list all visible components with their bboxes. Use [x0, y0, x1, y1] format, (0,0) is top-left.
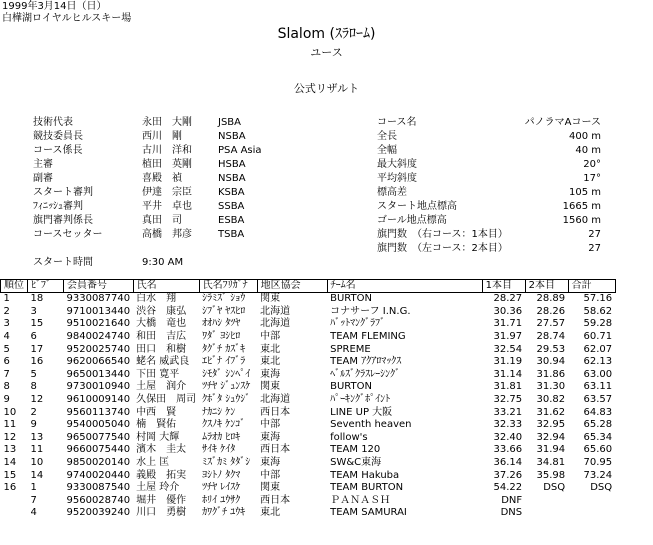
cell-run2: 32.95 [536, 419, 566, 431]
official-name: 西川 剛 [142, 131, 182, 142]
cell-team: TEAM BURTON [330, 482, 404, 494]
cell-member-number: 9840024740 [66, 331, 131, 343]
table-row [1, 495, 616, 508]
cell-rank: 5 [3, 343, 10, 355]
cell-region: 東海 [260, 368, 281, 380]
column-header-bib: ﾋﾞﾌﾞ [28, 280, 64, 293]
cell-run1: DNF [501, 494, 523, 506]
official-org: JSBA [218, 117, 241, 128]
cell-member-number: 9730010940 [66, 381, 131, 393]
cell-run2: 31.30 [536, 381, 566, 393]
cell-region: 東海 [260, 457, 281, 469]
cell-total: 62.07 [583, 343, 613, 355]
cell-rank [1, 507, 28, 520]
official-name: 喜殿 禎 [142, 173, 182, 184]
course-value: 20° [583, 159, 601, 170]
cell-rank: 1 [3, 293, 10, 305]
cell-team: TEAM Hakuba [330, 469, 400, 481]
cell-team: SW&C東海 [330, 457, 382, 469]
cell-region: 北海道 [260, 305, 291, 317]
cell-rank: 14 [3, 457, 17, 469]
cell-name: 水上 匡 [136, 457, 170, 469]
results-header-row [1, 280, 616, 293]
cell-bib: 17 [30, 343, 44, 355]
cell-bib: 13 [30, 431, 44, 443]
cell-team: TEAM SAMURAI [330, 507, 407, 519]
cell-total [568, 507, 615, 520]
official-name: 植田 英剛 [142, 159, 192, 170]
official-role: 競技委員長 [33, 131, 83, 142]
course-label: 全幅 [377, 145, 397, 156]
course-value: 27 [588, 243, 601, 254]
course-label: 最大斜度 [377, 159, 417, 170]
cell-total: 57.16 [583, 293, 613, 305]
course-label: 標高差 [377, 187, 407, 198]
table-row [1, 482, 616, 495]
venue-name: 白樺湖ロイヤルヒルスキー場 [2, 13, 132, 24]
column-header-region: 地区協会 [257, 280, 327, 293]
cell-team: コナサーフ I.N.G. [330, 305, 411, 317]
cell-total: 58.62 [583, 305, 613, 317]
cell-member-number: 9660075440 [66, 444, 131, 456]
cell-bib: 6 [30, 331, 37, 343]
cell-run2: 31.94 [536, 444, 566, 456]
table-row [1, 381, 616, 394]
table-row [1, 331, 616, 344]
official-name: 古川 洋和 [142, 145, 192, 156]
cell-team: TEAM ｱｸｱﾛﾏｯｸｽ [330, 356, 402, 368]
course-value: 1560 m [562, 215, 601, 226]
results-heading: 公式リザルト [293, 82, 360, 95]
course-value: 400 m [568, 131, 601, 142]
event-date: 1999年3月14日（日） [2, 1, 107, 12]
cell-region: 中部 [260, 331, 281, 343]
table-row [1, 356, 616, 369]
cell-rank: 7 [3, 368, 10, 380]
cell-total: 65.60 [583, 444, 613, 456]
cell-name-kana: ｼﾓﾀﾞ ｼﾝﾍﾟｲ [202, 368, 251, 380]
cell-bib: 11 [30, 444, 44, 456]
course-value: パノラマAコース [524, 117, 601, 128]
cell-member-number: 9710013440 [66, 305, 131, 317]
cell-name-kana: ﾜﾀﾞ ﾖｼﾋﾛ [202, 331, 241, 343]
cell-region: 東北 [260, 343, 281, 355]
results-table [0, 279, 616, 520]
cell-total: 62.13 [583, 356, 613, 368]
cell-name: 川口 勇樹 [136, 507, 187, 519]
cell-bib: 5 [30, 368, 37, 380]
cell-region: 西日本 [260, 406, 291, 418]
table-row [1, 406, 616, 419]
official-name: 伊達 宗臣 [142, 187, 192, 198]
cell-team: TEAM FLEMING [330, 331, 406, 343]
cell-member-number: 9650077540 [66, 431, 131, 443]
course-label: 旗門数 （右コース：1本目） [377, 229, 508, 240]
cell-region: 東北 [260, 356, 281, 368]
cell-team: BURTON [330, 293, 372, 305]
cell-name-kana: ﾑﾗｵｶ ﾋﾛｷ [202, 431, 241, 443]
cell-run2: 34.81 [536, 457, 566, 469]
cell-region: 関東 [260, 381, 281, 393]
cell-rank: 10 [3, 406, 17, 418]
cell-bib: 4 [30, 507, 37, 519]
cell-total: 59.28 [583, 318, 613, 330]
cell-bib: 10 [30, 457, 44, 469]
cell-region: 西日本 [260, 444, 291, 456]
official-org: SSBA [218, 201, 245, 212]
cell-name: 白水 翔 [136, 293, 177, 305]
event-title: Slalom (ｽﾗﾛｰﾑ) [277, 26, 376, 42]
cell-run1: 33.21 [493, 406, 523, 418]
cell-region: 中部 [260, 419, 281, 431]
course-value: 1665 m [562, 201, 601, 212]
cell-run2: 28.26 [536, 305, 566, 317]
cell-bib: 15 [30, 318, 44, 330]
cell-name-kana: ｼﾌﾞﾔ ﾔｽﾋﾛ [202, 305, 246, 317]
cell-rank: 11 [3, 419, 17, 431]
course-label: スタート地点標高 [377, 201, 457, 212]
official-org: ESBA [218, 215, 245, 226]
official-role: ﾌｨﾆｯｼｭ審判 [33, 201, 83, 212]
cell-member-number: 9520025740 [66, 343, 131, 355]
cell-run1: 31.71 [493, 318, 523, 330]
cell-run1: 28.27 [493, 293, 523, 305]
cell-run1: 31.14 [493, 368, 523, 380]
official-role: 主審 [33, 159, 53, 170]
column-header-run2: 2本目 [525, 280, 568, 293]
cell-bib: 3 [30, 305, 37, 317]
cell-name: 下田 寛平 [136, 368, 180, 380]
cell-member-number: 9330087540 [66, 482, 131, 494]
table-row [1, 419, 616, 432]
cell-rank [1, 495, 28, 508]
cell-name-kana: ｶﾜｸﾞﾁ ﾕｳｷ [202, 507, 246, 519]
cell-rank: 12 [3, 431, 17, 443]
cell-name-kana: ﾖｼﾄﾉ ﾀｸﾏ [202, 469, 241, 481]
table-row [1, 394, 616, 407]
cell-total: 63.00 [583, 368, 613, 380]
cell-total [568, 495, 615, 508]
cell-run2: 30.82 [536, 394, 566, 406]
official-org: PSA Asia [218, 145, 262, 156]
cell-name-kana: ｻｲｷ ｹｲﾀ [202, 444, 236, 456]
cell-member-number: 9650013440 [66, 368, 131, 380]
column-header-rank: 順位 [1, 280, 28, 293]
cell-total: 60.71 [583, 331, 613, 343]
cell-name: 濱木 圭太 [136, 444, 187, 456]
official-org: TSBA [218, 229, 245, 240]
cell-run1: 31.97 [493, 331, 523, 343]
cell-member-number: 9540005040 [66, 419, 131, 431]
cell-region: 東北 [260, 507, 281, 519]
cell-name: 義殿 拓実 [136, 469, 187, 481]
cell-total: 63.11 [583, 381, 613, 393]
cell-run2: 35.98 [536, 469, 566, 481]
cell-rank: 13 [3, 444, 17, 456]
cell-name: 田口 和樹 [136, 343, 187, 355]
cell-name: 土屋 润介 [136, 381, 187, 393]
cell-rank: 6 [3, 356, 10, 368]
cell-member-number: 9740020440 [66, 469, 131, 481]
start-time-label: スタート時間 [33, 257, 93, 268]
column-header-total: 合計 [568, 280, 615, 293]
cell-member-number: 9560028740 [66, 494, 131, 506]
table-row [1, 318, 616, 331]
cell-run2: 31.86 [536, 368, 566, 380]
cell-name-kana: ｸﾎﾞﾀ ｼｭｳｼﾞ [202, 394, 251, 406]
cell-run1: 54.22 [493, 482, 523, 494]
cell-bib: 16 [30, 356, 44, 368]
column-header-member-number: 会員番号 [64, 280, 134, 293]
course-value: 27 [588, 229, 601, 240]
cell-run2: DSQ [543, 482, 566, 494]
cell-name: 蛯名 威武良 [136, 356, 190, 368]
column-header-run1: 1本目 [482, 280, 525, 293]
cell-member-number: 9520039240 [66, 507, 131, 519]
cell-run2: 31.62 [536, 406, 566, 418]
official-role: スタート審判 [33, 187, 93, 198]
cell-run1: 31.19 [493, 356, 523, 368]
table-row [1, 343, 616, 356]
cell-rank: 9 [3, 394, 10, 406]
cell-team: ﾍﾞﾙｽﾞｸﾗｽﾚｰｼﾝｸﾞ [330, 368, 401, 380]
course-value: 40 m [575, 145, 601, 156]
cell-name: 土屋 玲介 [136, 482, 180, 494]
course-label: 平均斜度 [377, 173, 417, 184]
cell-team: ﾊﾞｯﾄﾏﾝｸﾞﾗﾌﾞ [330, 318, 386, 330]
cell-team: BURTON [330, 381, 372, 393]
course-label: 旗門数 （左コース：2本目） [377, 243, 508, 254]
cell-bib: 8 [30, 381, 37, 393]
cell-total: 63.57 [583, 394, 613, 406]
cell-member-number: 9560113740 [66, 406, 131, 418]
official-org: NSBA [218, 131, 246, 142]
course-value: 17° [583, 173, 601, 184]
cell-total: 64.83 [583, 406, 613, 418]
course-label: コース名 [377, 117, 417, 128]
cell-name-kana: ﾐｽﾞｶﾐ ﾀﾀﾞｼ [202, 457, 251, 469]
cell-bib: 14 [30, 469, 44, 481]
cell-region: 西日本 [260, 494, 291, 506]
column-header-name: 氏名 [133, 280, 199, 293]
cell-team: LINE UP 大阪 [330, 406, 393, 418]
table-row [1, 306, 616, 319]
cell-total: DSQ [590, 482, 613, 494]
table-row [1, 444, 616, 457]
cell-name-kana: ﾂﾁﾔ ﾚｲｽｹ [202, 482, 241, 494]
official-name: 真田 司 [142, 215, 182, 226]
event-category: ユース [310, 46, 343, 59]
cell-rank: 3 [3, 318, 10, 330]
cell-name: 楠 賢佑 [136, 419, 177, 431]
cell-run2: 32.94 [536, 431, 566, 443]
cell-run1: 32.40 [493, 431, 523, 443]
cell-name-kana: ｵｵﾊｼ ﾀﾂﾔ [202, 318, 241, 330]
cell-region: 関東 [260, 482, 281, 494]
start-time-value: 9:30 AM [142, 257, 184, 268]
cell-name: 村岡 大輝 [136, 431, 180, 443]
cell-run2: 28.74 [536, 331, 566, 343]
cell-total: 73.24 [583, 469, 613, 481]
cell-name-kana: ﾀｸﾞﾁ ｶｽﾞｷ [202, 343, 246, 355]
cell-bib: 7 [30, 494, 37, 506]
cell-team: TEAM 120 [330, 444, 381, 456]
cell-rank: 4 [3, 331, 10, 343]
cell-run1: 30.36 [493, 305, 523, 317]
cell-member-number: 9850020140 [66, 457, 131, 469]
cell-run2: 27.57 [536, 318, 566, 330]
cell-team: ﾊﾟｰｷﾝｸﾞﾎﾟｲﾝﾄ [330, 394, 391, 406]
official-name: 永田 大剛 [142, 117, 192, 128]
cell-member-number: 9620066540 [66, 356, 131, 368]
cell-bib: 1 [30, 482, 37, 494]
cell-region: 関東 [260, 293, 281, 305]
cell-name: 渋谷 康弘 [136, 305, 187, 317]
cell-name-kana: ﾎﾘｲ ﾕｳｻｸ [202, 494, 241, 506]
cell-run2 [525, 507, 568, 520]
cell-member-number: 9510021640 [66, 318, 131, 330]
cell-team: Seventh heaven [330, 419, 412, 431]
column-header-name-kana: 氏名ﾌﾘｶﾞﾅ [199, 280, 257, 293]
cell-run1: 33.66 [493, 444, 523, 456]
official-role: 旗門審判係長 [33, 215, 93, 226]
cell-run1: DNS [500, 507, 523, 519]
cell-rank: 16 [3, 482, 17, 494]
cell-name: 中西 賢 [136, 406, 177, 418]
cell-name-kana: ｴﾋﾞﾅ ｲﾌﾞﾗ [202, 356, 246, 368]
column-header-team: ﾁｰﾑ名 [327, 280, 482, 293]
cell-bib: 9 [30, 419, 37, 431]
cell-bib: 2 [30, 406, 37, 418]
cell-name-kana: ｼﾗﾐｽﾞ ｼｮｳ [202, 293, 246, 305]
cell-region: 北海道 [260, 394, 291, 406]
course-label: 全長 [377, 131, 397, 142]
cell-bib: 18 [30, 293, 44, 305]
cell-total: 70.95 [583, 457, 613, 469]
table-row [1, 469, 616, 482]
cell-run2 [525, 495, 568, 508]
cell-run2: 28.89 [536, 293, 566, 305]
cell-run1: 32.33 [493, 419, 523, 431]
official-role: 副審 [33, 173, 53, 184]
cell-region: 東海 [260, 431, 281, 443]
cell-team: ＰＡＮＡＳＨ [330, 494, 391, 506]
official-org: NSBA [218, 173, 246, 184]
cell-run1: 37.26 [493, 469, 523, 481]
cell-name: 堀井 優作 [136, 494, 187, 506]
official-name: 平井 卓也 [142, 201, 192, 212]
cell-team: SPREME [330, 343, 371, 355]
cell-member-number: 9330087740 [66, 293, 131, 305]
cell-region: 中部 [260, 469, 281, 481]
cell-rank: 15 [3, 469, 17, 481]
table-row [1, 369, 616, 382]
official-org: KSBA [218, 187, 245, 198]
table-row [1, 457, 616, 470]
cell-team: follow's [330, 431, 368, 443]
official-role: コースセッター [33, 229, 103, 240]
cell-rank: 2 [3, 305, 10, 317]
cell-run1: 32.54 [493, 343, 523, 355]
cell-run2: 29.53 [536, 343, 566, 355]
table-row [1, 432, 616, 445]
cell-name: 久保田 周司 [136, 394, 197, 406]
course-label: ゴール地点標高 [377, 215, 447, 226]
cell-bib: 12 [30, 394, 44, 406]
cell-run1: 32.75 [493, 394, 523, 406]
cell-name-kana: ﾂﾁﾔ ｼﾞｭﾝｽｹ [202, 381, 251, 393]
table-row [1, 293, 616, 306]
cell-total: 65.34 [583, 431, 613, 443]
official-role: コース係長 [33, 145, 83, 156]
table-row [1, 507, 616, 520]
cell-name-kana: ｸｽﾉｷ ｹﾝｺﾞ [202, 419, 246, 431]
cell-region: 北海道 [260, 318, 291, 330]
cell-member-number: 9610009140 [66, 394, 131, 406]
official-name: 高橋 邦彦 [142, 229, 192, 240]
cell-total: 65.28 [583, 419, 613, 431]
cell-rank: 8 [3, 381, 10, 393]
cell-run1: 31.81 [493, 381, 523, 393]
cell-name: 和田 吉広 [136, 331, 187, 343]
official-role: 技術代表 [33, 117, 73, 128]
cell-name-kana: ﾅｶﾆｼ ｹﾝ [202, 406, 236, 418]
cell-run1: 36.14 [493, 457, 523, 469]
cell-run2: 30.94 [536, 356, 566, 368]
course-value: 105 m [568, 187, 601, 198]
official-org: HSBA [218, 159, 246, 170]
cell-name: 大橋 竜也 [136, 318, 187, 330]
